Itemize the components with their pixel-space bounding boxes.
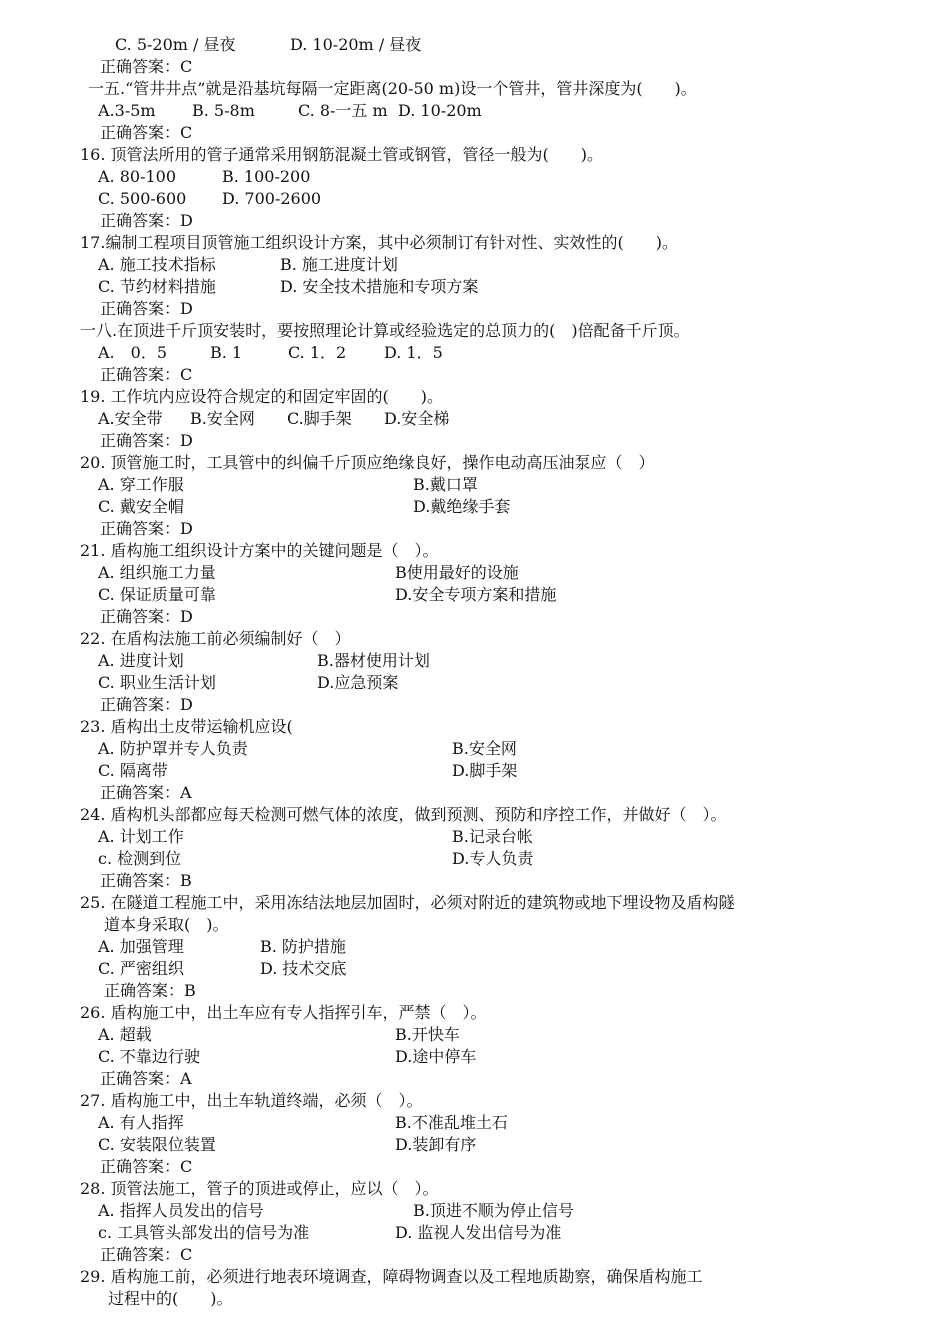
correct-answer	[100, 210, 193, 232]
answer-value: B	[180, 871, 192, 890]
answer-option: A. 施工技术指标	[98, 255, 216, 274]
answer-label: 正确答案：	[100, 211, 181, 230]
answer-option: C. 8-一五 m	[298, 101, 388, 120]
answer-option: B. 100-200	[222, 167, 311, 186]
answer-label: 正确答案：	[100, 695, 181, 714]
answer-label: 正确答案：	[100, 1069, 181, 1088]
answer-option: C. 严密组织	[98, 959, 184, 978]
answer-option: B.戴口罩	[413, 475, 478, 494]
answer-value: A	[180, 1069, 192, 1088]
answer-option: B. 施工进度计划	[280, 255, 398, 274]
question-stem: 28. 顶管法施工，管子的顶进或停止，应以（ ）。	[80, 1179, 439, 1198]
correct-answer	[100, 782, 192, 804]
answer-option: C. 保证质量可靠	[98, 585, 216, 604]
question-stem: 一八.在顶进千斤顶安装时，要按照理论计算或经验选定的总顶力的( )倍配备千斤顶。	[80, 321, 690, 340]
answer-option: B.顶进不顺为停止信号	[413, 1201, 574, 1220]
question-stem: 27. 盾构施工中，出土车轨道终端，必须（ ）。	[80, 1091, 423, 1110]
answer-option: D.装卸有序	[395, 1135, 477, 1154]
answer-option: A. 计划工作	[98, 827, 184, 846]
answer-value: D	[180, 299, 193, 318]
answer-label: 正确答案：	[100, 519, 181, 538]
answer-option: A. 进度计划	[98, 651, 184, 670]
correct-answer	[100, 298, 193, 320]
answer-option: D. 10-20m	[398, 101, 482, 120]
answer-option: D. 10-20m / 昼夜	[290, 35, 422, 54]
question-stem: 23. 盾构出土皮带运输机应设(	[80, 717, 293, 736]
answer-option: A. 超载	[98, 1025, 152, 1044]
answer-label: 正确答案：	[100, 1245, 181, 1264]
answer-value: B	[184, 981, 196, 1000]
answer-option: A. 有人指挥	[98, 1113, 184, 1132]
answer-label: 正确答案：	[104, 981, 185, 1000]
answer-value: D	[180, 519, 193, 538]
answer-option: B.安全网	[190, 409, 255, 428]
answer-label: 正确答案：	[100, 607, 181, 626]
answer-value: C	[180, 1245, 193, 1264]
answer-option: D. 700-2600	[222, 189, 322, 208]
answer-label: 正确答案：	[100, 871, 181, 890]
answer-option: A. 穿工作服	[98, 475, 184, 494]
correct-answer	[100, 606, 193, 628]
answer-option: A. 组织施工力量	[98, 563, 216, 582]
answer-value: C	[180, 1157, 193, 1176]
correct-answer	[104, 980, 196, 1002]
answer-value: A	[180, 783, 192, 802]
correct-answer	[100, 56, 192, 78]
answer-option: B.开快车	[395, 1025, 460, 1044]
question-stem: 21. 盾构施工组织设计方案中的关键问题是（ ）。	[80, 541, 439, 560]
answer-option: B. 防护措施	[260, 937, 346, 956]
answer-label: 正确答案：	[100, 123, 181, 142]
answer-option: D. 技术交底	[260, 959, 347, 978]
answer-option: A.3-5m	[98, 101, 156, 120]
question-stem: 26. 盾构施工中，出土车应有专人指挥引车，严禁（ ）。	[80, 1003, 487, 1022]
question-stem: 17.编制工程项目顶管施工组织设计方案，其中必须制订有针对性、实效性的( )。	[80, 233, 678, 252]
answer-option: C. 节约材料措施	[98, 277, 216, 296]
correct-answer	[100, 430, 193, 452]
answer-option: C. 安装限位装置	[98, 1135, 216, 1154]
answer-option: C.脚手架	[287, 409, 352, 428]
answer-option: C. 隔离带	[98, 761, 168, 780]
answer-option: D. 1．5	[384, 343, 443, 362]
answer-option: B.不准乱堆土石	[395, 1113, 508, 1132]
answer-option: B.安全网	[452, 739, 517, 758]
correct-answer	[100, 1244, 192, 1266]
answer-option: B.器材使用计划	[317, 651, 430, 670]
answer-option: C. 500-600	[98, 189, 187, 208]
answer-label: 正确答案：	[100, 783, 181, 802]
answer-label: 正确答案：	[100, 365, 181, 384]
correct-answer	[100, 870, 192, 892]
answer-option: D. 监视人发出信号为准	[395, 1223, 562, 1242]
answer-option: A. 指挥人员发出的信号	[98, 1201, 264, 1220]
answer-value: D	[180, 695, 193, 714]
correct-answer	[100, 364, 192, 386]
answer-value: C	[180, 57, 193, 76]
answer-option: C. 5-20m / 昼夜	[115, 35, 236, 54]
answer-label: 正确答案：	[100, 299, 181, 318]
answer-option: D.应急预案	[317, 673, 399, 692]
answer-option: A.安全带	[98, 409, 163, 428]
answer-option: A. 80-100	[98, 167, 177, 186]
question-stem: 25. 在隧道工程施工中，采用冻结法地层加固时，必须对附近的建筑物或地下埋设物及盾构隧	[80, 893, 735, 912]
question-stem: 22. 在盾构法施工前必须编制好（ ）	[80, 629, 351, 648]
answer-option: A. 加强管理	[98, 937, 184, 956]
answer-value: C	[180, 365, 193, 384]
answer-option: C. 戴安全帽	[98, 497, 184, 516]
question-stem: 29. 盾构施工前，必须进行地表环境调查，障碍物调查以及工程地质勘察，确保盾构施工	[80, 1267, 703, 1286]
answer-value: D	[180, 607, 193, 626]
answer-option: A. 0．5	[98, 343, 168, 362]
answer-option: D.戴绝缘手套	[413, 497, 511, 516]
answer-option: B.记录台帐	[452, 827, 533, 846]
answer-value: D	[180, 431, 193, 450]
answer-option: D.脚手架	[452, 761, 518, 780]
answer-value: C	[180, 123, 193, 142]
answer-label: 正确答案：	[100, 57, 181, 76]
answer-option: B使用最好的设施	[395, 563, 519, 582]
answer-option: A. 防护罩并专人负责	[98, 739, 248, 758]
answer-option: D.专人负责	[452, 849, 534, 868]
correct-answer	[100, 122, 192, 144]
correct-answer	[100, 518, 193, 540]
answer-option: C. 不靠边行驶	[98, 1047, 200, 1066]
question-stem: 24. 盾构机头部都应每天检测可燃气体的浓度，做到预测、预防和序控工作，并做好（ ）。	[80, 805, 727, 824]
answer-option: C. 1．2	[288, 343, 347, 362]
answer-label: 正确答案：	[100, 1157, 181, 1176]
question-stem: 道本身采取( )。	[104, 915, 229, 934]
question-stem: 一五.“管井井点”就是沿基坑每隔一定距离(20-50 m)设一个管井，管井深度为( )。	[88, 79, 697, 98]
answer-option: D. 安全技术措施和专项方案	[280, 277, 479, 296]
answer-option: D.安全梯	[384, 409, 450, 428]
answer-option: B. 5-8m	[192, 101, 255, 120]
answer-label: 正确答案：	[100, 431, 181, 450]
correct-answer	[100, 1156, 192, 1178]
question-stem: 20. 顶管施工时，工具管中的纠偏千斤顶应绝缘良好，操作电动高压油泵应（ ）	[80, 453, 655, 472]
correct-answer	[100, 1068, 192, 1090]
answer-option: D.安全专项方案和措施	[395, 585, 557, 604]
answer-option: B. 1	[210, 343, 243, 362]
correct-answer	[100, 694, 193, 716]
question-stem: 19. 工作坑内应设符合规定的和固定牢固的( )。	[80, 387, 444, 406]
answer-option: c. 工具管头部发出的信号为准	[98, 1223, 310, 1242]
answer-value: D	[180, 211, 193, 230]
question-stem: 16. 顶管法所用的管子通常采用钢筋混凝土管或钢管，管径一般为( )。	[80, 145, 604, 164]
answer-option: D.途中停车	[395, 1047, 477, 1066]
answer-option: C. 职业生活计划	[98, 673, 216, 692]
answer-option: c. 检测到位	[98, 849, 182, 868]
question-stem: 过程中的( )。	[108, 1289, 233, 1308]
